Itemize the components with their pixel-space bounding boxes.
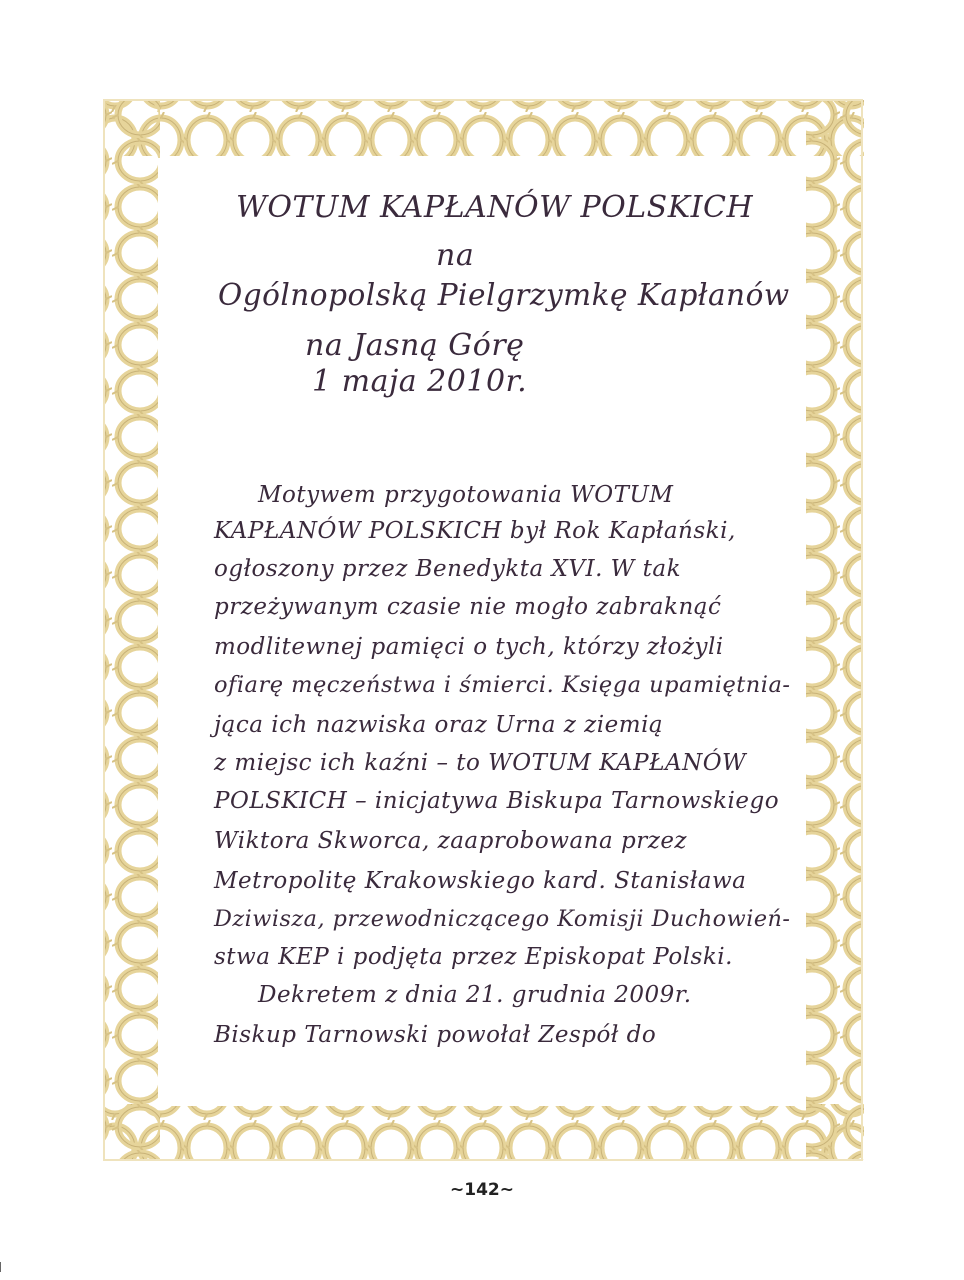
title-line-4: na Jasną Górę xyxy=(305,328,525,363)
title-line-5: 1 maja 2010r. xyxy=(312,364,528,399)
body-line: ofiarę męczeństwa i śmierci. Księga upamiętnia- xyxy=(214,672,791,698)
body-line: Metropolitę Krakowskiego kard. Stanisława xyxy=(214,868,747,894)
body-line: jąca ich nazwiska oraz Urna z ziemią xyxy=(214,712,664,738)
body-line: modlitewnej pamięci o tych, którzy złożyli xyxy=(214,634,724,660)
body-line: ogłoszony przez Benedykta XVI. W tak xyxy=(214,556,682,582)
title-line-3: Ogólnopolską Pielgrzymkę Kapłanów xyxy=(218,278,790,312)
body-line: Biskup Tarnowski powołał Zespół do xyxy=(214,1022,657,1048)
body-line: stwa KEP i podjęta przez Episkopat Polski. xyxy=(214,944,733,970)
crop-mark xyxy=(0,1262,5,1272)
body-line: przeżywanym czasie nie mogło zabraknąć xyxy=(214,594,722,620)
body-line: POLSKICH – inicjatywa Biskupa Tarnowskiego xyxy=(214,788,780,814)
body-line: Motywem przygotowania WOTUM xyxy=(258,482,674,508)
page-number: ~142~ xyxy=(450,1180,514,1200)
body-line: Dziwisza, przewodniczącego Komisji Duchowień- xyxy=(214,906,791,932)
body-line: Wiktora Skworca, zaaprobowana przez xyxy=(214,828,688,854)
title-line-2: na xyxy=(436,238,475,273)
body-line: KAPŁANÓW POLSKICH był Rok Kapłański, xyxy=(214,518,736,544)
body-line: Dekretem z dnia 21. grudnia 2009r. xyxy=(258,982,692,1008)
title-line-1: WOTUM KAPŁANÓW POLSKICH xyxy=(236,190,754,225)
body-line: z miejsc ich kaźni – to WOTUM KAPŁANÓW xyxy=(214,750,747,776)
